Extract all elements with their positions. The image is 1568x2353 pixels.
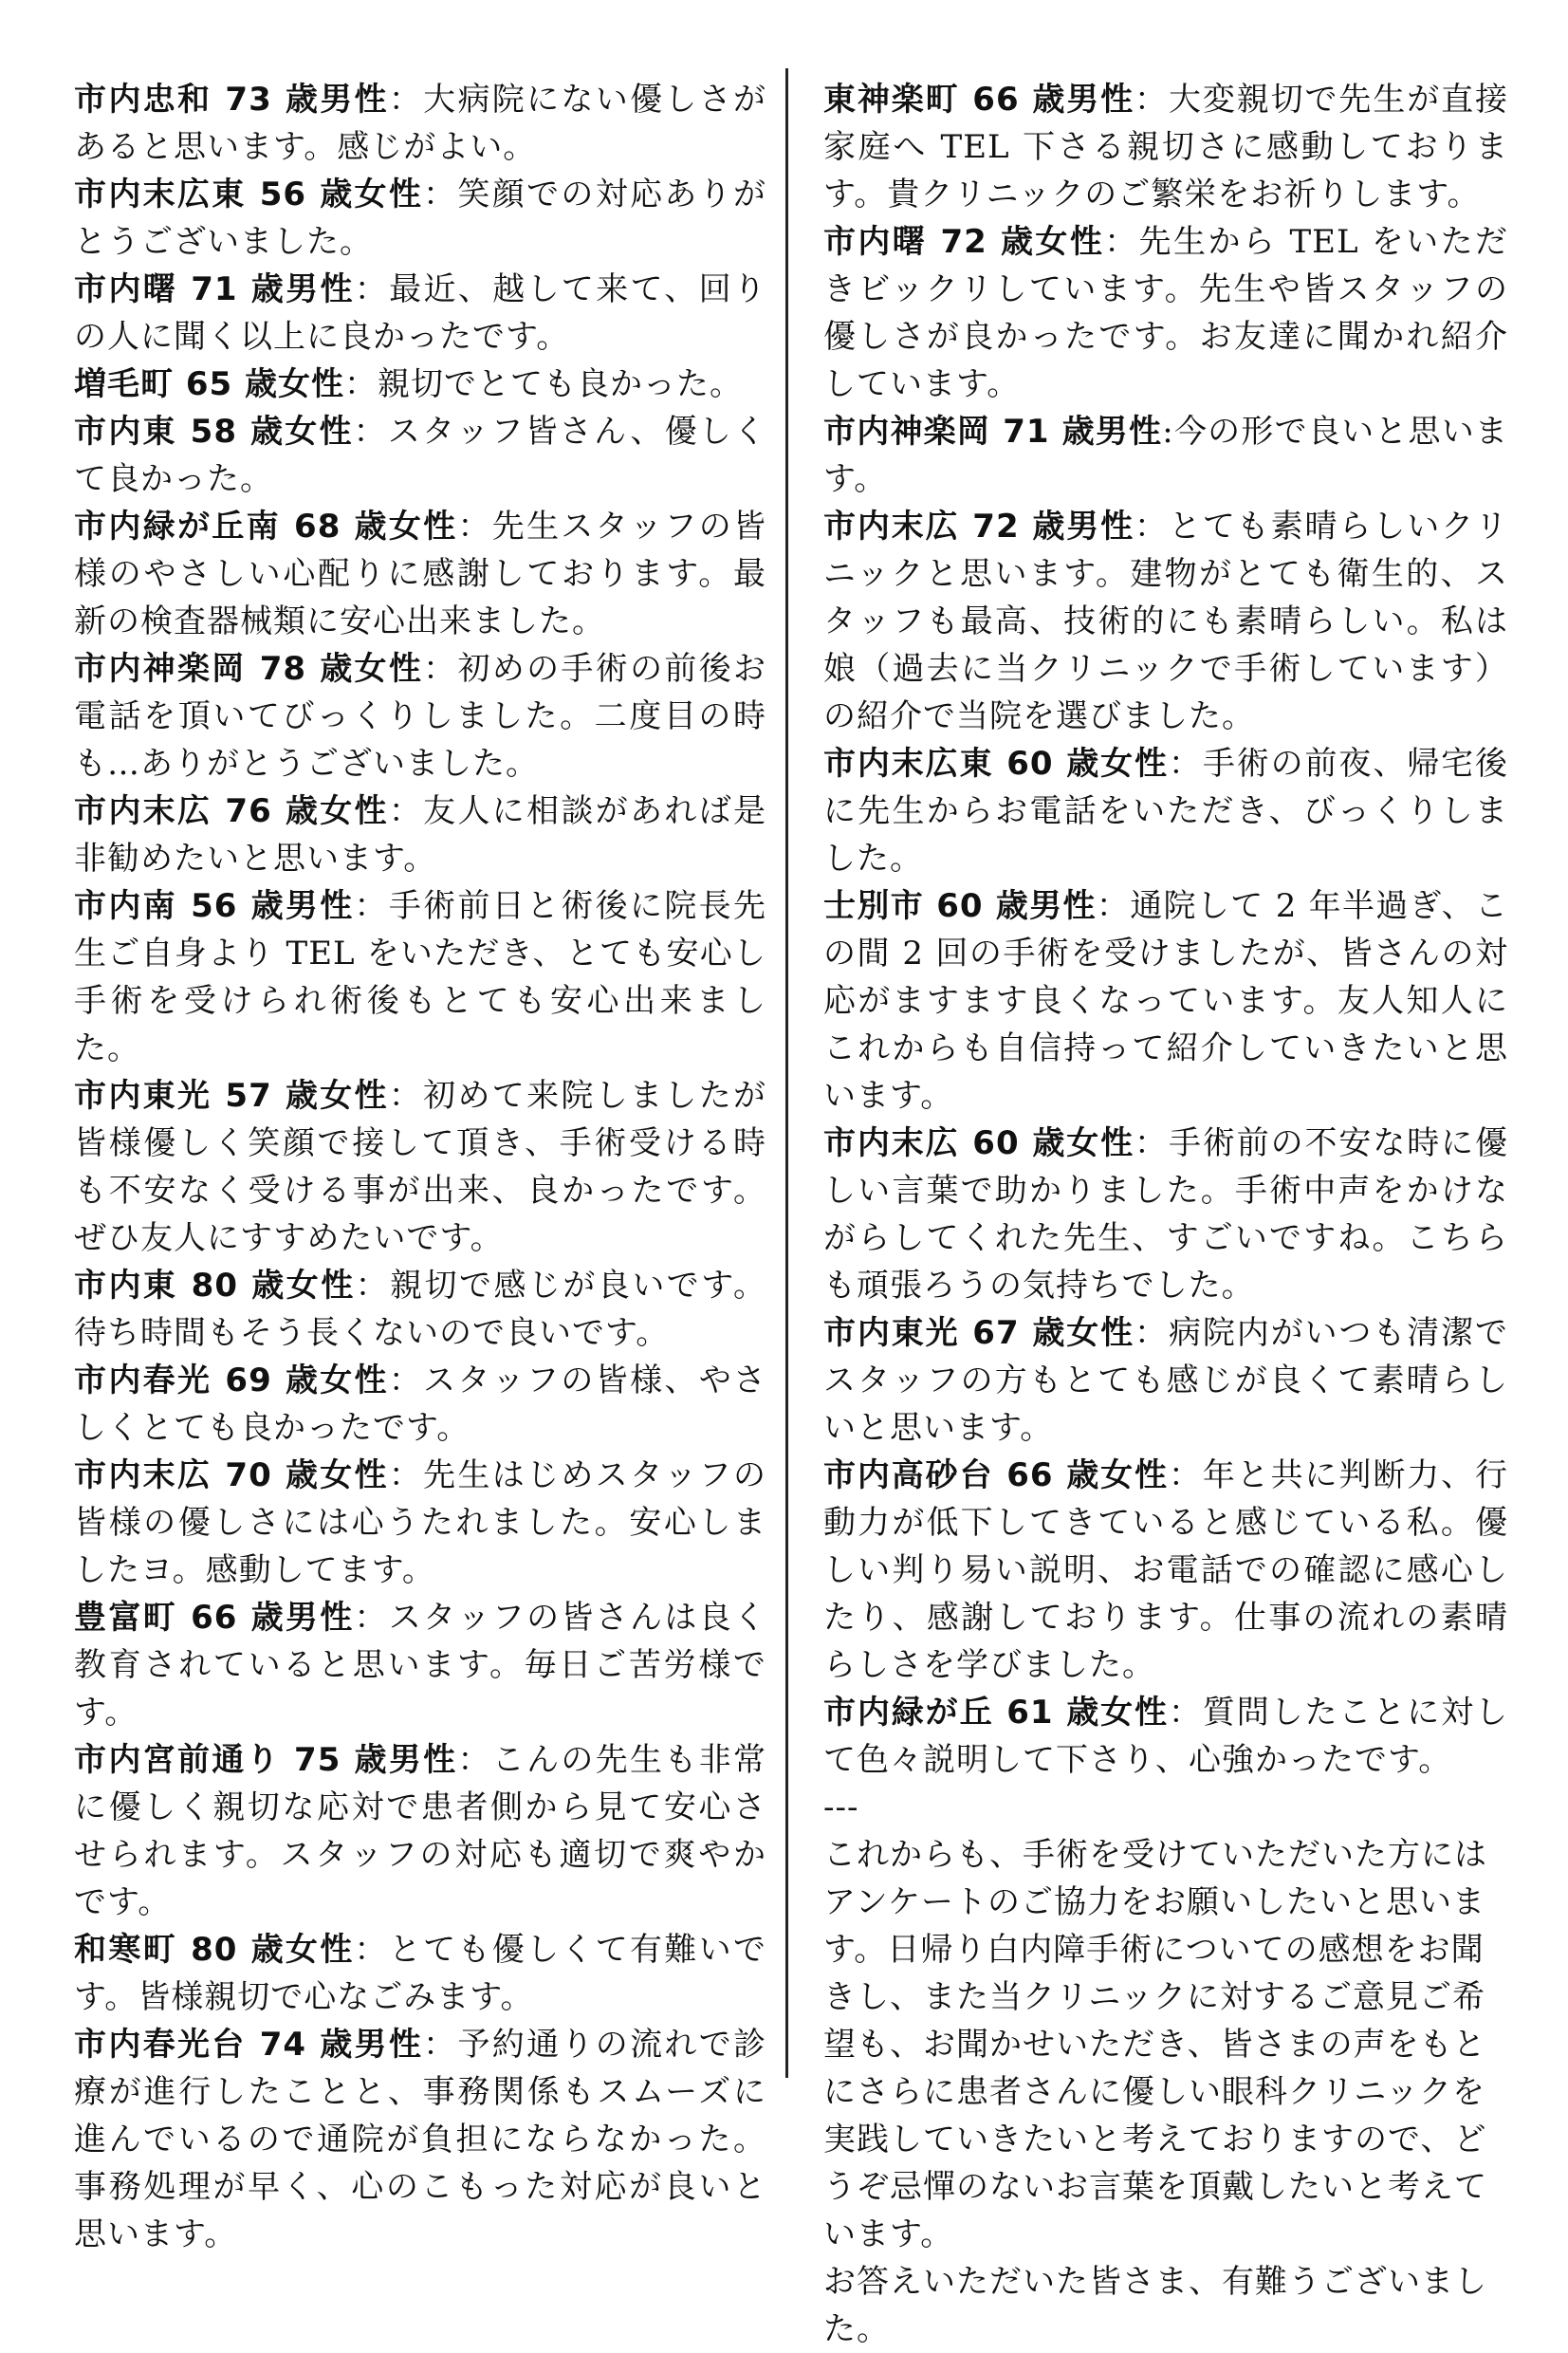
testimonial: 市内末広東 56 歳女性：笑顔での対応ありがとうございました。 [74,176,767,261]
testimonial: 和寒町 80 歳女性：とても優しくて有難いです。皆様親切で心なごみます。 [74,1931,767,2016]
comment: 質問したことに対して色々説明して下さり、心強かったです。 [823,1694,1509,1779]
comment: とても素晴らしいクリニックと思います。建物がとても衛生的、スタッフも最高、技術的にも素晴らしい。私は娘（過去に当クリニックで手術しています）の紹介で当院を選びました。 [823,508,1509,735]
respondent: 市内春光台 74 歳男性 [74,2026,424,2064]
comment: とても優しくて有難いです。皆様親切で心なごみます。 [74,1931,767,2016]
respondent: 市内神楽岡 78 歳女性 [74,650,424,688]
testimonial: 市内東光 67 歳女性：病院内がいつも清潔でスタッフの方もとても感じが良くて素晴らしいと思います。 [823,1314,1509,1447]
respondent: 市内曙 71 歳男性 [74,270,355,308]
testimonial: 市内春光 69 歳女性：スタッフの皆様、やさしくとても良かったです。 [74,1362,767,1447]
testimonial: 市内東光 57 歳女性：初めて来院しましたが皆様優しく笑顔で接して頂き、手術受ける時も不安なく受ける事が出来、良かったです。ぜひ友人にすすめたいです。 [74,1077,767,1257]
respondent: 市内緑が丘 61 歳女性 [823,1694,1169,1732]
testimonial: 市内神楽岡 71 歳男性:今の形で良いと思います。 [823,413,1508,498]
respondent: 市内春光 69 歳女性 [74,1362,389,1399]
respondent: 市内末広東 56 歳女性 [74,176,424,213]
respondent: 市内緑が丘南 68 歳女性 [74,508,458,546]
testimonial: 市内忠和 73 歳男性：大病院にない優しさがあると思います。感じがよい。 [74,81,767,166]
comment: スタッフの皆様、やさしくとても良かったです。 [74,1362,767,1447]
respondent: 市内末広東 60 歳女性 [823,745,1169,783]
testimonial: 市内宮前通り 75 歳男性：こんの先生も非常に優しく親切な応対で患者側から見て安心させられます。スタッフの対応も適切で爽やかです。 [74,1741,767,1921]
comment: スタッフ皆さん、優しくて良かった。 [74,413,766,498]
respondent: 豊富町 66 歳男性 [74,1599,355,1637]
testimonial: 市内高砂台 66 歳女性：年と共に判断力、行動力が低下してきていると感じている私。優しい判り易い説明、お電話での確認に感心したり、感謝しております。仕事の流れの素晴らしさを学びました。 [823,1456,1509,1684]
respondent: 市内東光 67 歳女性 [823,1314,1135,1352]
testimonial: 東神楽町 66 歳男性：大変親切で先生が直接家庭へ TEL 下さる親切さに感動しております。貴クリニックのご繁栄をお祈りします。 [823,81,1509,213]
comment: 大変親切で先生が直接家庭へ TEL 下さる親切さに感動しております。貴クリニックのご繁栄をお祈りします。 [823,81,1509,213]
testimonial: 市内末広 60 歳女性：手術前の不安な時に優しい言葉で助かりました。手術中声をかけながらしてくれた先生、すごいですね。こちらも頑張ろうの気持ちでした。 [823,1124,1509,1305]
respondent: 和寒町 80 歳女性 [74,1931,355,1969]
testimonial: 市内曙 72 歳女性：先生から TEL をいただきビックリしています。先生や皆スタッフの優しさが良かったです。お友達に聞かれ紹介しています。 [823,223,1508,403]
comment: 手術前日と術後に院長先生ご自身より TEL をいただき、とても安心し手術を受けられ術後もとても安心出来ました。 [74,887,767,1067]
respondent: 市内東光 57 歳女性 [74,1077,389,1115]
respondent: 東神楽町 66 歳男性 [823,81,1135,119]
closing-paragraph: これからも、手術を受けていただいた方にはアンケートのご協力をお願いしたいと思います。日帰り白内障手術についての感想をお聞きし、また当クリニックに対するご意見ご希望も、お聞かせいただき、皆さまの声をもとにさらに患者さんに優しい眼科クリニックを実践していきたいと考えておりますので、どうぞ忌憚のないお言葉を頂戴したいと考えています。 [823,1836,1487,2253]
respondent: 市内東 58 歳女性 [74,413,354,451]
comment: 初めの手術の前後お電話を頂いてびっくりしました。二度目の時も…ありがとうございました。 [74,650,767,783]
respondent: 市内末広 60 歳女性 [823,1124,1135,1162]
respondent: 市内南 56 歳男性 [74,887,355,925]
respondent: 市内東 80 歳女性 [74,1267,356,1305]
testimonial: 市内東 80 歳女性：親切で感じが良いです。待ち時間もそう長くないので良いです。 [74,1267,767,1352]
closing-thanks: お答えいただいた皆さま、有難うございました。 [823,2263,1487,2348]
separator: --- [823,1788,859,1826]
column-divider [785,68,788,2078]
testimonial: 市内春光台 74 歳男性：予約通りの流れで診療が進行したことと、事務関係もスムーズに進んでいるので通院が負担にならなかった。事務処理が早く、心のこもった対応が良いと思います。 [74,2026,767,2253]
comment: 親切でとても良かった。 [378,365,743,403]
respondent: 市内高砂台 66 歳女性 [823,1456,1169,1494]
comment: 予約通りの流れで診療が進行したことと、事務関係もスムーズに進んでいるので通院が負担にならなかった。事務処理が早く、心のこもった対応が良いと思います。 [74,2026,767,2253]
respondent: 増毛町 65 歳女性 [74,365,344,403]
comment: 先生スタッフの皆様のやさしい心配りに感謝しております。最新の検査器械類に安心出来ました。 [74,508,767,640]
comment: 先生から TEL をいただきビックリしています。先生や皆スタッフの優しさが良かったです。お友達に聞かれ紹介しています。 [823,223,1508,403]
comment: 先生はじめスタッフの皆様の優しさには心うたれました。安心しましたヨ。感動してます。 [74,1456,767,1589]
comment: 手術の前夜、帰宅後に先生からお電話をいただき、びっくりしました。 [823,745,1509,878]
respondent: 市内神楽岡 71 歳男性 [823,413,1163,451]
comment: 年と共に判断力、行動力が低下してきていると感じている私。優しい判り易い説明、お電話での確認に感心したり、感謝しております。仕事の流れの素晴らしさを学びました。 [823,1456,1509,1684]
right-column [823,76,1508,2353]
left-column [74,76,766,2258]
respondent: 市内忠和 73 歳男性 [74,81,389,119]
testimonial: 市内南 56 歳男性：手術前日と術後に院長先生ご自身より TEL をいただき、とても安心し手術を受けられ術後もとても安心出来ました。 [74,887,767,1067]
testimonial: 市内末広東 60 歳女性：手術の前夜、帰宅後に先生からお電話をいただき、びっくりしました。 [823,745,1509,878]
comment: 病院内がいつも清潔でスタッフの方もとても感じが良くて素晴らしいと思います。 [823,1314,1509,1447]
comment: 友人に相談があれば是非勧めたいと思います。 [74,792,767,878]
testimonial: 士別市 60 歳男性：通院して 2 年半過ぎ、この間 2 回の手術を受けましたが、皆さんの対応がますます良くなっています。友人知人にこれからも自信持って紹介していきたいと思います。 [823,887,1508,1115]
comment: 手術前の不安な時に優しい言葉で助かりました。手術中声をかけながらしてくれた先生、すごいですね。こちらも頑張ろうの気持ちでした。 [823,1124,1509,1305]
testimonial: 市内末広 76 歳女性：友人に相談があれば是非勧めたいと思います。 [74,792,767,878]
testimonial: 市内末広 72 歳男性：とても素晴らしいクリニックと思います。建物がとても衛生的、スタッフも最高、技術的にも素晴らしい。私は娘（過去に当クリニックで手術しています）の紹介で当院を選びました。 [823,508,1509,735]
testimonial: 豊富町 66 歳男性：スタッフの皆さんは良く教育されていると思います。毎日ご苦労様です。 [74,1599,767,1732]
testimonial: 市内曙 71 歳男性：最近、越して来て、回りの人に聞く以上に良かったです。 [74,270,767,356]
respondent: 市内宮前通り 75 歳男性 [74,1741,458,1779]
testimonial: 市内緑が丘 61 歳女性：質問したことに対して色々説明して下さり、心強かったです。 [823,1694,1509,1779]
comment: スタッフの皆さんは良く教育されていると思います。毎日ご苦労様です。 [74,1599,767,1732]
testimonial: 市内末広 70 歳女性：先生はじめスタッフの皆様の優しさには心うたれました。安心しましたヨ。感動してます。 [74,1456,767,1589]
respondent: 市内末広 76 歳女性 [74,792,389,830]
respondent: 市内末広 70 歳女性 [74,1456,389,1494]
comment: 大病院にない優しさがあると思います。感じがよい。 [74,81,767,166]
comment: 通院して 2 年半過ぎ、この間 2 回の手術を受けましたが、皆さんの対応がますます良くなっています。友人知人にこれからも自信持って紹介していきたいと思います。 [823,887,1508,1115]
respondent: 市内末広 72 歳男性 [823,508,1135,546]
respondent: 市内曙 72 歳女性 [823,223,1105,261]
comment: 親切で感じが良いです。待ち時間もそう長くないので良いです。 [74,1267,767,1352]
comment: 笑顔での対応ありがとうございました。 [74,176,767,261]
testimonial: 市内緑が丘南 68 歳女性：先生スタッフの皆様のやさしい心配りに感謝しております。最新の検査器械類に安心出来ました。 [74,508,767,640]
testimonial: 増毛町 65 歳女性：親切でとても良かった。 [74,365,743,403]
comment: 最近、越して来て、回りの人に聞く以上に良かったです。 [74,270,767,356]
respondent: 士別市 60 歳男性 [823,887,1097,925]
testimonial: 市内東 58 歳女性：スタッフ皆さん、優しくて良かった。 [74,413,766,498]
comment: 初めて来院しましたが皆様優しく笑顔で接して頂き、手術受ける時も不安なく受ける事が出来、良かったです。ぜひ友人にすすめたいです。 [74,1077,767,1257]
comment: 今の形で良いと思います。 [823,413,1508,498]
testimonial: 市内神楽岡 78 歳女性：初めの手術の前後お電話を頂いてびっくりしました。二度目の時も…ありがとうございました。 [74,650,767,783]
closing-message [823,1831,1508,2353]
comment: こんの先生も非常に優しく親切な応対で患者側から見て安心させられます。スタッフの対応も適切で爽やかです。 [74,1741,767,1921]
